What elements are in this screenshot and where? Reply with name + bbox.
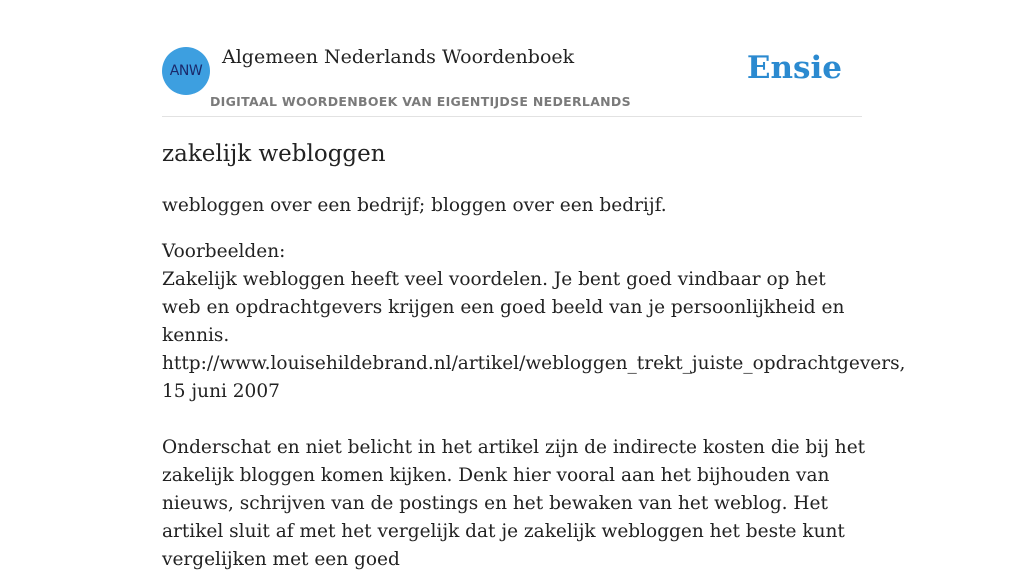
example-spacer	[162, 406, 867, 434]
example-1-source: http://www.louisehildebrand.nl/artikel/webloggen_trekt_juiste_opdrachtgevers,	[162, 353, 906, 374]
site-title[interactable]: Algemeen Nederlands Woordenboek	[222, 46, 575, 68]
example-1-text: Zakelijk webloggen heeft veel voordelen. Je bent goed vindbaar op het web en opdrachtgevers krijgen een goed beeld van je persoonlijkheid en kennis.	[162, 269, 845, 346]
examples-section	[162, 238, 906, 574]
entry-headword: zakelijk webloggen	[162, 141, 386, 167]
entry-definition: webloggen over een bedrijf; bloggen over een bedrijf.	[162, 195, 667, 216]
entry-content	[162, 138, 906, 574]
examples-label: Voorbeelden:	[162, 241, 286, 262]
example-2-text: Onderschat en niet belicht in het artikel zijn de indirecte kosten die bij het zakelijk bloggen komen kijken. Denk hier vooral aan het bijhouden van nieuws, schrijven van de postings en het bewaken van het weblog. Het artikel sluit af met het vergelijk dat je zakelijk webloggen het beste kunt vergelijken met een goed	[162, 437, 866, 570]
anw-logo[interactable]: ANW	[162, 47, 210, 95]
example-1-date: 15 juni 2007	[162, 381, 280, 402]
site-header	[162, 40, 862, 117]
ensie-brand-link[interactable]: Ensie	[746, 50, 842, 86]
site-subtitle: DIGITAAL WOORDENBOEK VAN EIGENTIJDSE NEDERLANDS	[210, 94, 631, 109]
